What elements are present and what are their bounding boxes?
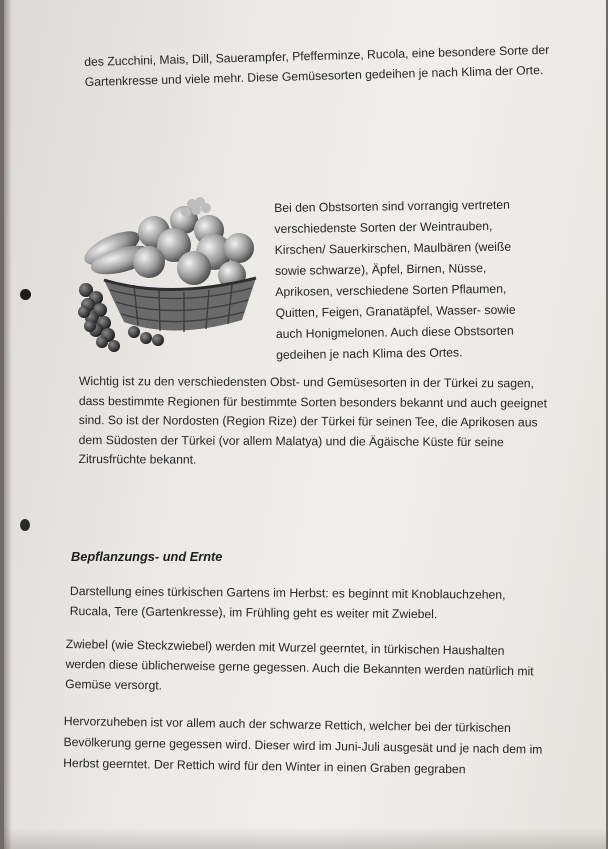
document-page <box>4 0 606 849</box>
paragraph-radish: Hervorzuheben ist vor allem auch der schwarze Rettich, welcher bei der türkischen Bevölkerung gerne gegessen wird. Dieser wird im Juni-Juli ausgesät und je nach dem im Herbst geerntet. Der Rettich wird für den Winter in einen Graben gegraben <box>63 713 543 777</box>
paragraph-onions: Zwiebel (wie Steckzwiebel) werden mit Wurzel geerntet, in türkischen Haushalten werden diese üblicherweise gerne gegessen. Auch die Bekannten werden natürlich mit Gemüse versorgt. <box>65 636 534 693</box>
section-heading: Bepflanzungs- und Ernte <box>71 549 223 564</box>
page-bottom-shadow <box>4 827 606 849</box>
punch-hole-icon <box>20 289 31 300</box>
fruit-basket-image <box>74 190 264 360</box>
paragraph-vegetables-continued: des Zucchini, Mais, Dill, Sauerampfer, Pfefferminze, Rucola, eine besondere Sorte der Gartenkresse und viele mehr. Diese Gemüsesorten gedeihen je nach Klima der Orte. <box>84 42 550 89</box>
page-edge-shadow <box>4 0 12 849</box>
paragraph-garden-autumn: Darstellung eines türkischen Gartens im Herbst: es beginnt mit Knoblauchzehen, Rucala, Tere (Gartenkresse), im Frühling geht es weiter mit Zwiebel. <box>69 583 506 621</box>
paragraph-regions: Wichtig ist zu den verschiedensten Obst- und Gemüsesorten in der Türkei zu sagen, dass bestimmte Regionen für bestimmte Sorten besonders bekannt und auch geeignet sind. So ist der Nordosten (Region Rize) der Türkei für seinen Tee, die Aprikosen aus dem Südosten der Türkei (vor allem Malatya) und die Ägäische Küste für seine Zitrusfrüchte bekannt. <box>78 373 548 467</box>
paragraph-fruit-varieties: Bei den Obstsorten sind vorrangig vertreten verschiedenste Sorten der Weintrauben, Kirschen/ Sauerkirschen, Maulbären (weiße sowie schwarze), Äpfel, Birnen, Nüsse, Aprikosen, verschiedene Sorten Pflaumen, Quitten, Feigen, Granatäpfel, Wasser- sowie auch Honigmelonen. Auch diese Obstsorten gedeihen je nach Klima des Ortes. <box>274 197 516 362</box>
punch-hole-icon <box>20 519 30 531</box>
